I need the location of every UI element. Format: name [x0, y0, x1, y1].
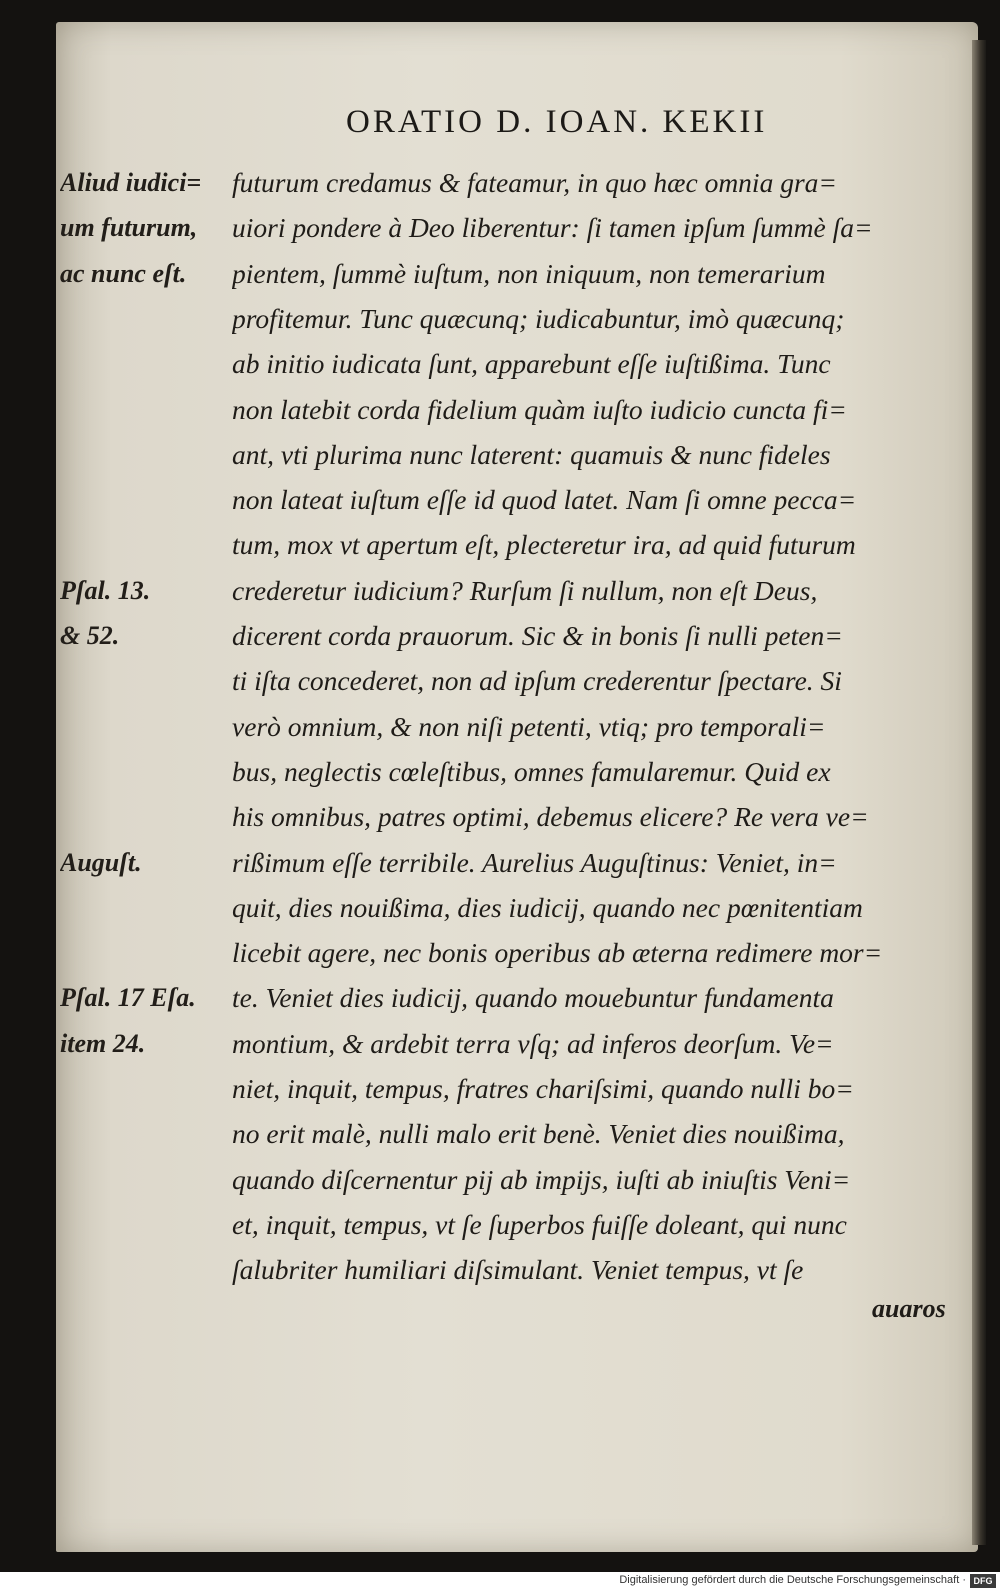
margin-note: item 24.	[60, 1028, 146, 1058]
margin-note: Aliud iudici=	[60, 168, 202, 197]
margin-note: Pſal. 13.	[60, 575, 151, 605]
text-line: quando diſcernentur pij ab impijs, iuſti ab iniuſtis Veni=	[232, 1163, 851, 1195]
text-line: pientem, ſummè iuſtum, non iniquum, non temerarium	[232, 257, 826, 289]
text-line: non latebit corda fidelium quàm iuſto iudicio cuncta fi=	[232, 393, 847, 425]
page-edge-shadow	[972, 40, 986, 1545]
margin-note: um futurum,	[60, 213, 198, 243]
dfg-logo: DFG	[970, 1574, 996, 1588]
margin-note: Auguſt.	[60, 847, 142, 877]
margin-note: Pſal. 17 Eſa.	[60, 983, 196, 1013]
text-line: futurum credamus & fateamur, in quo hæc omnia gra=	[232, 167, 837, 198]
text-line: profitemur. Tunc quæcunq; iudicabuntur, imò quæcunq;	[232, 302, 845, 334]
text-line: bus, neglectis cœleſtibus, omnes famularemur. Quid ex	[232, 755, 831, 787]
text-line: non lateat iuſtum eſſe id quod latet. Nam ſi omne pecca=	[232, 484, 857, 516]
text-line: quit, dies nouißima, dies iudicij, quando nec pœnitentiam	[232, 891, 863, 923]
text-line: licebit agere, nec bonis operibus ab æterna redimere mor=	[232, 937, 883, 969]
text-line: te. Veniet dies iudicij, quando mouebuntur fundamenta	[232, 982, 834, 1014]
funding-credit: Digitalisierung gefördert durch die Deutsche Forschungsgemeinschaft ·	[619, 1574, 966, 1586]
text-line: uiori pondere à Deo liberentur: ſi tamen ipſum ſummè ſa=	[232, 212, 873, 244]
running-head: ORATIO D. IOAN. KEKII	[346, 104, 768, 140]
text-line: ſalubriter humiliari diſsimulant. Veniet tempus, vt ſe	[232, 1254, 804, 1286]
margin-note: ac nunc eſt.	[60, 258, 187, 288]
margin-note: & 52.	[60, 621, 120, 650]
text-line: verò omnium, & non niſi petenti, vtiq; pro temporali=	[232, 710, 826, 742]
text-line: rißimum eſſe terribile. Aurelius Auguſtinus: Veniet, in=	[232, 846, 837, 878]
text-line: his omnibus, patres optimi, debemus elicere? Re vera ve=	[232, 801, 869, 833]
catchword: auaros	[872, 1294, 946, 1323]
text-line: ab initio iudicata ſunt, apparebunt eſſe iuſtißima. Tunc	[232, 348, 831, 380]
text-line: niet, inquit, tempus, fratres chariſsimi, quando nulli bo=	[232, 1073, 854, 1104]
text-line: montium, & ardebit terra vſq; ad inferos deorſum. Ve=	[232, 1027, 834, 1059]
text-line: et, inquit, tempus, vt ſe ſuperbos fuiſſe doleant, qui nunc	[232, 1208, 847, 1240]
text-line: crederetur iudicium? Rurſum ſi nullum, non eſt Deus,	[232, 574, 818, 606]
text-line: tum, mox vt apertum eſt, plecteretur ira, ad quid futurum	[232, 529, 856, 561]
text-line: ti iſta concederet, non ad ipſum crederentur ſpectare. Si	[232, 665, 842, 697]
text-line: ant, vti plurima nunc laterent: quamuis & nunc fideles	[232, 438, 831, 470]
text-line: dicerent corda prauorum. Sic & in bonis ſi nulli peten=	[232, 620, 843, 651]
text-line: no erit malè, nulli malo erit benè. Veniet dies nouißima,	[232, 1118, 845, 1150]
